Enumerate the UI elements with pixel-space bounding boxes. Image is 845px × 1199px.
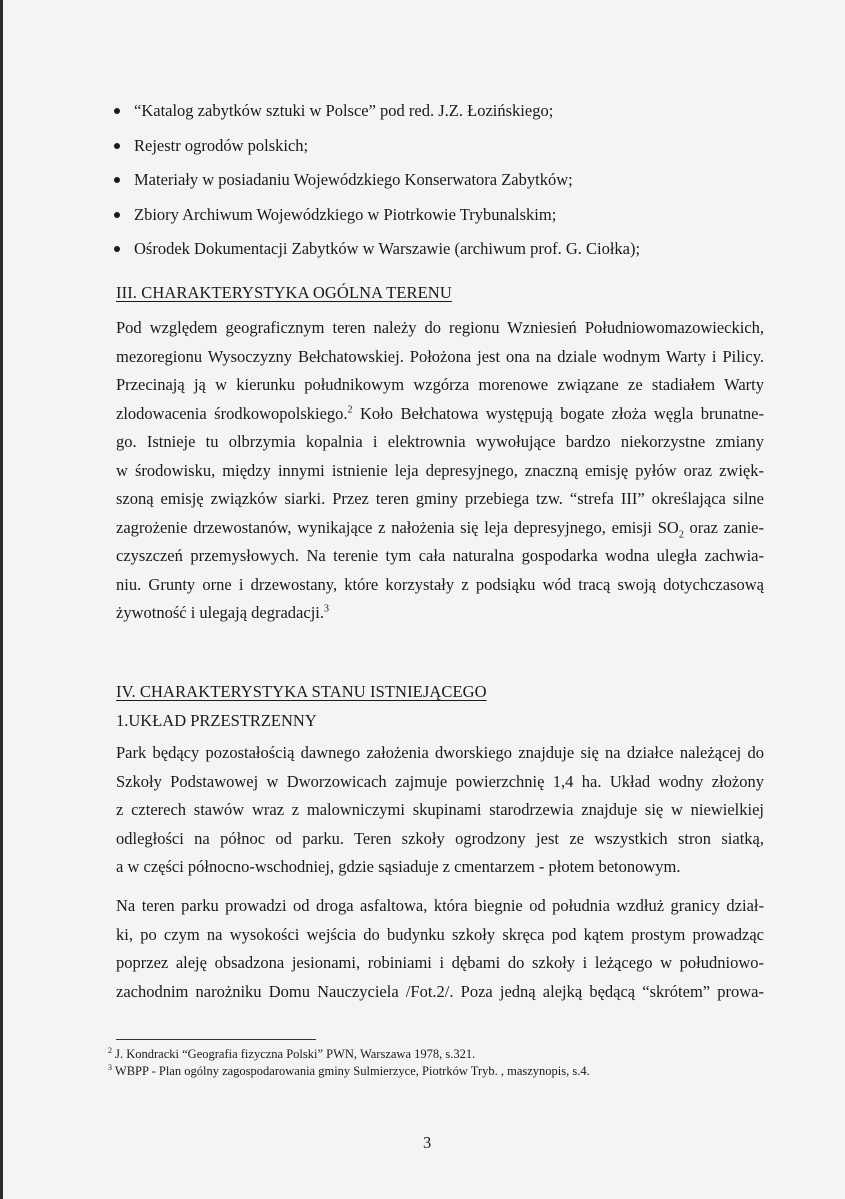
section-4-paragraph-2 — [116, 892, 764, 1006]
list-item: “Katalog zabytków sztuki w Polsce” pod red. J.Z. Łozińskiego; — [114, 94, 774, 129]
paragraph-line: Szkoły Podstawowej w Dworzowicach zajmuje powierzchnię 1,4 ha. Układ wodny złożony — [116, 771, 764, 791]
paragraph-line: zachodnim narożniku Domu Nauczyciela /Fot.2/. Poza jedną alejką będącą “skrótem” prowa- — [116, 981, 764, 1001]
paragraph-line: mezoregionu Wysoczyzny Bełchatowskiej. Położona jest ona na dziale wodnym Warty i Pilicy. — [116, 346, 764, 366]
list-item: Rejestr ogrodów polskich; — [114, 129, 774, 164]
footnote-ref: 2 — [347, 404, 353, 415]
subsection-heading: 1.UKŁAD PRZESTRZENNY — [116, 711, 317, 730]
bullet-icon — [114, 108, 120, 114]
bullet-icon — [114, 177, 120, 183]
page-number: 3 — [423, 1133, 432, 1152]
list-item: Ośrodek Dokumentacji Zabytków w Warszawie (archiwum prof. G. Ciołka); — [114, 232, 774, 267]
list-item: Materiały w posiadaniu Wojewódzkiego Konserwatora Zabytków; — [114, 163, 774, 198]
paragraph-line: czyszczeń przemysłowych. Na terenie tym cała naturalna gospodarka wodna uległa zachwia- — [116, 546, 764, 565]
paragraph-line: a w części północno-wschodniej, gdzie sąsiaduje z cmentarzem - płotem betonowym. — [116, 857, 681, 876]
paragraph-line: z czterech stawów wraz z malowniczymi skupinami starodrzewia znajduje się w niewielkiej — [116, 800, 764, 819]
source-list — [114, 94, 774, 267]
paragraph-line: ki, po czym na wysokości wejścia do budynku szkoły skręca pod kątem prostym prowadząc — [116, 924, 764, 944]
paragraph-line: żywotność i ulegają degradacji.$^3$ — [116, 603, 329, 622]
paragraph-line: zlodowacenia środkowopolskiego.$^2$ Koło Bełchatowa występują bogate złoża węgla brunatne- — [116, 403, 764, 423]
footnote: $^3$ WBPP - Plan ogólny zagospodarowania gminy Sulmierzyce, Piotrków Tryb. , maszynopis, s.4. — [108, 1062, 590, 1078]
bullet-icon — [114, 246, 120, 252]
footnote-divider — [116, 1039, 316, 1040]
subscript: 2 — [678, 528, 684, 540]
paragraph-line: Przecinają ją w kierunku południkowym wzgórza morenowe związane ze stadiałem Warty — [116, 375, 764, 394]
footnote: $^2$ J. Kondracki “Geografia fizyczna Polski” PWN, Warszawa 1978, s.321. — [108, 1045, 476, 1061]
section-3-heading: III. CHARAKTERYSTYKA OGÓLNA TERENU — [116, 283, 452, 302]
footnote-ref: 3 — [324, 603, 329, 615]
paragraph-line: niu. Grunty orne i drzewostany, które korzystały z podsiąku wód tracą swoją dotychczasową — [116, 574, 764, 594]
paragraph-line: Pod względem geograficznym teren należy do regionu Wzniesień Południowomazowieckich, — [116, 318, 764, 337]
bullet-icon — [114, 143, 120, 149]
paragraph-line: zagrożenie drzewostanów, wynikające z nałożenia się leja depresyjnego, emisji $SO_2$ oraz zanie- — [116, 517, 764, 540]
paragraph-line: szoną emisję związków siarki. Przez teren gminy przebiega tzw. “strefa III” określająca silne — [116, 489, 764, 508]
paragraph-line: go. Istnieje tu olbrzymia kopalnia i elektrownia wywołujące bardzo niekorzystne zmiany — [116, 432, 764, 451]
section-4-heading: IV. CHARAKTERYSTYKA STANU ISTNIEJĄCEGO — [116, 682, 487, 701]
bullet-icon — [114, 212, 120, 218]
list-item: Zbiory Archiwum Wojewódzkiego w Piotrkowie Trybunalskim; — [114, 198, 774, 233]
section-4-paragraph-1 — [116, 739, 764, 882]
paragraph-line: Na teren parku prowadzi od droga asfaltowa, która biegnie od południa wzdłuż granicy dział- — [116, 896, 764, 915]
paragraph-line: odległości na północ od parku. Teren szkoły ogrodzony jest ze wszystkich stron siatką, — [116, 828, 764, 848]
paragraph-line: poprzez aleję obsadzona jesionami, robiniami i dębami do szkoły i leżącego w południowo- — [116, 953, 764, 972]
scan-edge — [0, 0, 3, 1199]
paragraph-line: Park będący pozostałością dawnego założenia dworskiego znajduje się na działce należącej do — [116, 743, 764, 762]
section-3-paragraph — [116, 314, 764, 628]
paragraph-line: w środowisku, między innymi istnienie leja depresyjnego, znaczną emisję pyłów oraz zwięk- — [116, 460, 764, 480]
